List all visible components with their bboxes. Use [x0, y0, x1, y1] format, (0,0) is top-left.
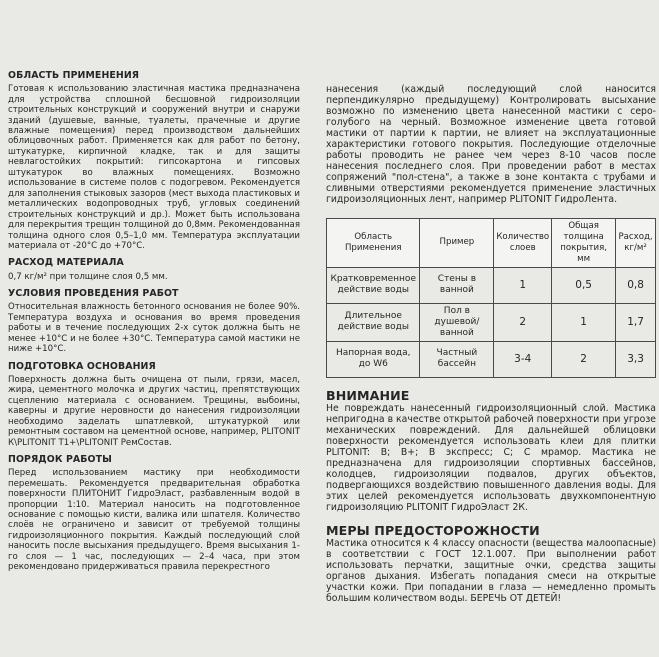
- section-text-consumption: 0,7 кг/м² при толщине слоя 0,5 мм.: [8, 271, 168, 282]
- table-cell: Кратковременное действие воды: [327, 267, 420, 303]
- table-header-cell: Количество слоев: [494, 218, 552, 267]
- section-text-attention: Не повреждать нанесенный гидроизоляционный слой. Мастика непригодна в качестве открытой рабочей поверхности при угрозе механических повреждений. Для дальнейшей облицовки поверхности рекомендуется использовать клеи для плитки PLITONIT: В; В+; В экспресс; С; С мрамор. Мастика не предназначена для гидроизоляции спортивных бассейнов, колодцев, гидроизоляции подвалов, других объектов, подвергающихся воздействию повышенного давления воды. Для этих целей рекомендуется использовать двухкомпонентную гидроизоляцию PLITONIT ГидроЭласт 2К.: [326, 402, 656, 513]
- table-header-cell: Общая толщина покрытия, мм: [552, 218, 616, 267]
- table-cell: 3,3: [616, 341, 656, 377]
- table-cell: 1,7: [616, 303, 656, 341]
- table-cell: 3-4: [494, 341, 552, 377]
- table-cell: 2: [494, 303, 552, 341]
- section-text-preparation: Поверхность должна быть очищена от пыли, грязи, масел, жира, цементного молочка и других частиц, препятствующих сцеплению материала с основанием. Трещины, выбоины, каверны и другие неровности до нанесения гидроизоляции необходимо заделать шпатлевкой, штукатуркой или ремонтным составом на цементной основе, например, PLITONIT К\PLITONIT Т1+\PLITONIT РемСостав.: [8, 374, 300, 448]
- section-text-precautions: Мастика относится к 4 классу опасности (вещества малоопасные) в соответствии с ГОСТ 12.1.007. При выполнении работ использовать перчатки, защитные очки, средства защиты органов дыхания. Избегать попадания смеси на открытые участки кожи. При попадании в глаза — немедленно промыть большим количеством воды. БЕРЕЧЬ ОТ ДЕТЕЙ!: [326, 537, 656, 605]
- table-cell: 2: [552, 341, 616, 377]
- table-cell: Напорная вода, до W6: [327, 341, 420, 377]
- section-title-precautions: МЕРЫ ПРЕДОСТОРОЖНОСТИ: [326, 522, 540, 538]
- table-header-cell: Расход, кг/м²: [616, 218, 656, 267]
- left-column: [8, 70, 300, 573]
- table-row: [327, 341, 656, 377]
- section-text-procedure-continued: нанесения (каждый последующий слой наносится перпендикулярно предыдущему) Контролировать высыхание возможно по изменению цвета нанесенной мастики с серо-голубого на черный. Возможное изменение цвета готовой мастики от партии к партии, не влияет на эксплуатационные характеристики готового покрытия. Последующие отделочные работы проводить не ранее чем через 8-10 часов после нанесения последнего слоя. При проведении работ в местах сопряжений "пол-стена", а также в зоне контакта с трубами и сливными отверстиями рекомендуется применение эластичных гидроизоляционных лент, например PLITONIT ГидроЛента.: [326, 84, 656, 206]
- application-table: [326, 218, 656, 378]
- table-cell: Стены в ванной: [420, 267, 494, 303]
- table-header-row: [327, 218, 656, 267]
- section-text-application: Готовая к использованию эластичная мастика предназначена для устройства сплошной бесшовной гидроизоляции строительных конструкций и сооружений внутри и снаружи зданий (душевые, ванные, туалеты, прачечные и другие влажные помещения) перед производством дальнейших облицовочных работ. Применяется как для работ по бетону, штукатурке, кирпичной кладке, так и для защиты невлагостойких покрытий: гипсокартона и гипсовых штукатурок во влажных помещениях. Возможно использование в системе полов с подогревом. Рекомендуется для заполнения стыковых зазоров (мест выхода пластиковых и металлических водопроводных труб, угловых соединений строительных конструкций и др.). Может быть использована для перекрытия трещин толщиной до 0,8мм. Рекомендованная толщина одного слоя 0,5–1,0 мм. Температура эксплуатации материала от -20°С до +70°С.: [8, 84, 300, 251]
- table-header-cell: Пример: [420, 218, 494, 267]
- table-cell: Длительное действие воды: [327, 303, 420, 341]
- section-title-attention: ВНИМАНИЕ: [326, 387, 410, 403]
- section-title-procedure: ПОРЯДОК РАБОТЫ: [8, 453, 112, 465]
- section-title-conditions: УСЛОВИЯ ПРОВЕДЕНИЯ РАБОТ: [8, 288, 179, 300]
- table-cell: 0,5: [552, 267, 616, 303]
- table-row: [327, 303, 656, 341]
- section-title-consumption: РАСХОД МАТЕРИАЛА: [8, 257, 124, 269]
- section-text-procedure: Перед использованием мастику при необходимости перемешать. Рекомендуется предварительная обработка поверхности ПЛИТОНИТ ГидроЭласт, разбавленным водой в пропорции 1:10. Материал наносить на подготовленное основание с помощью кисти, валика или шпателя. Количество слоёв не ограничено и зависит от требуемой толщины гидроизоляционного покрытия. Каждый последующий слой наносить после высыхания предыдущего. Время высыхания 1-го слоя — 1 час, последующих — 2–4 часа, при этом рекомендовано придерживаться правила перекрестного: [8, 468, 300, 573]
- table-header-cell: Область Применения: [327, 218, 420, 267]
- table-cell: Пол в душевой/ ванной: [420, 303, 494, 341]
- section-title-application: ОБЛАСТЬ ПРИМЕНЕНИЯ: [8, 70, 140, 81]
- table-cell: 1: [494, 267, 552, 303]
- table-cell: 1: [552, 303, 616, 341]
- section-title-preparation: ПОДГОТОВКА ОСНОВАНИЯ: [8, 360, 156, 372]
- table-cell: 0,8: [616, 267, 656, 303]
- table-cell: Частный бассейн: [420, 341, 494, 377]
- section-text-conditions: Относительная влажность бетонного основания не более 90%. Температура воздуха и основания во время проведения работы и в течение последующих 2-х суток должна быть не менее +10°С и не более +30°С. Температура самой мастики не ниже +10°С.: [8, 302, 300, 355]
- right-column: [326, 84, 656, 604]
- show-through-text: [6, 6, 646, 16]
- table-row: [327, 267, 656, 303]
